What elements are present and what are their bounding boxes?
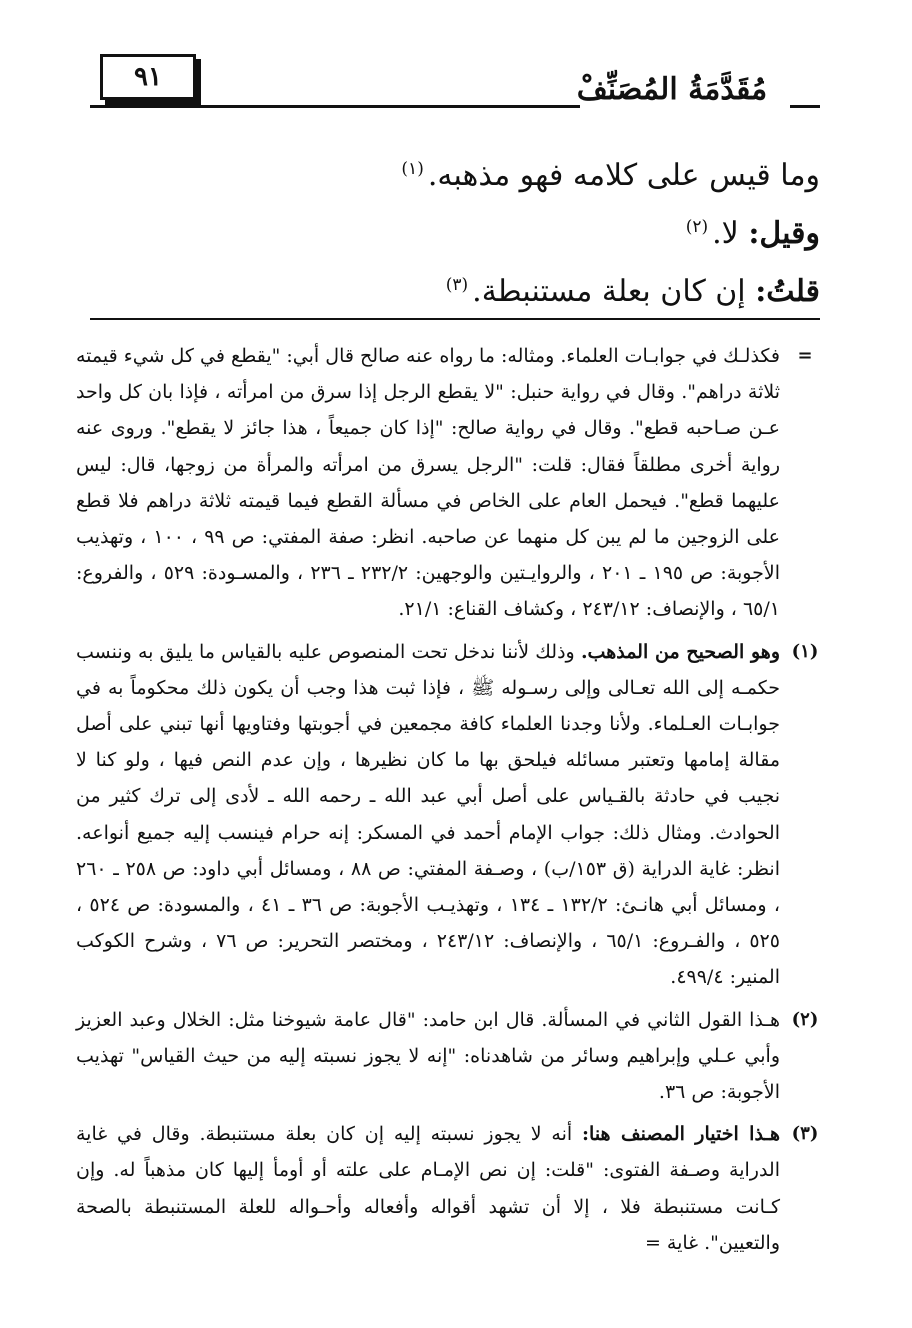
header-rule (90, 105, 580, 108)
page-number: ٩١ (134, 62, 162, 92)
footnote-body (72, 1002, 780, 1111)
main-line (100, 140, 820, 198)
main-line-lead: قلتُ: (755, 274, 820, 309)
footnote-body (72, 338, 780, 628)
footnotes (72, 338, 830, 1267)
main-text (100, 140, 820, 314)
footnote (72, 1116, 830, 1261)
footnote-text: هـذا القول الثاني في المسألة. قال ابن حامد: "قال عامة شيوخنا مثل: الخلال وعبد العزيز وأبي عـلي وإبراهيم وسائر من شاهدناه: "إنه لا يجوز نسبته إليه من حيث القياس" تهذيب الأجوبة: ص ٣٦. (76, 1008, 780, 1104)
footnote-reference: (٢) (685, 217, 709, 237)
footnote-marker: (٣) (791, 1123, 819, 1145)
footnote-text: فكذلـك في جوابـات العلماء. ومثاله: ما رواه عنه صالح قال أبي: "يقطع في كل شيء قيمته ثلاثة دراهم". وقال في رواية حنبل: "لا يقطع الرجل إذا سرق من امرأته ، فإذا بان كل واحد عـن صـاحبه قطع". وقال في رواية صالح: "إذا كان جميعاً ، هذا جائز لا يقطع". وروى عنه رواية أخرى مطلقاً فقال: قلت: "الرجل يسرق من امرأته والمرأة من زوجها، قال: ليس عليهما قطع". فيحمل العام على الخاص في مسألة القطع فيما قيمته ثلاثة دراهم فلا قطع على الزوجين ما لم يبن كل منهما عن صاحبه. انظر: صفة المفتي: ص ٩٩ ، ١٠٠ ، وتهذيب الأجوبة: ص ١٩٥ ـ ٢٠١ ، والروايـتين والوجهين: ٢٣٢/٢ ـ ٢٣٦ ، والمسـودة: ٥٢٩ ، والفروع: ٦٥/١ ، والإنصاف: ٢٤٣/١٢ ، وكشاف القناع: ٢١/١. (76, 345, 780, 621)
main-line-text: إن كان بعلة مستنبطة. (472, 274, 756, 309)
main-line-lead: وقيل: (748, 216, 820, 251)
footnote-reference: (٣) (445, 275, 469, 295)
footnote-marker: (٢) (791, 1008, 819, 1030)
footnote-marker: = (797, 345, 813, 366)
main-line-text: لا. (712, 216, 749, 251)
footnote-body (72, 1116, 780, 1261)
main-line-text: وما قيس على كلامه فهو مذهبه. (427, 158, 820, 193)
footnote (72, 634, 830, 996)
footnote-body (72, 634, 780, 996)
footnote-bold: هـذا اختيار المصنف هنا: (582, 1123, 781, 1146)
footnote (72, 338, 830, 628)
footnote-text: وذلك لأننا ندخل تحت المنصوص عليه بالقياس ما يليق به وننسب حكمـه إلى الله تعـالى وإلى رسـوله ﷺ ، فإذا ثبت هذا وجب أن يكون ذلك محكوماً به في جوابـات العـلماء. ولأنا وجدنا العلماء كافة مجمعين في أجوبتها وفتاويها أنها تبني على أصل مقالة إمامها وتعتبر مسائله فيلحق بها ما كان نظيرها ، وإن عدم النص فيها ، ولو كنا لا نجيب في حادثة بالقـياس على أصل أبي عبد الله ـ رحمه الله ـ لأدى إلى ترك كثير من الحوادث. ومثال ذلك: جواب الإمام أحمد في المسكر: إنه حرام فينسب إليه جميع أنواعه. انظر: غاية الدراية (ق ١٥٣/ب) ، وصـفة المفتي: ص ٨٨ ، ومسائل أبي داود: ص ٢٥٨ ـ ٢٦٠ ، ومسائل أبي هانـئ: ١٣٢/٢ ـ ١٣٤ ، وتهذيـب الأجوبة: ص ٣٦ ـ ٤١ ، والمسودة: ص ٥٢٤ ، ٥٢٥ ، والفـروع: ٦٥/١ ، والإنصاف: ٢٤٣/١٢ ، ومختصر التحرير: ص ٧٦ ، وشرح الكوكب المنير: ٤٩٩/٤. (76, 640, 780, 989)
footnote-separator (90, 318, 820, 320)
footnote (72, 1002, 830, 1111)
page-number-box (100, 54, 196, 100)
footnote-text: أنه لا يجوز نسبته إليه إن كان بعلة مستنبطة. وقال في غاية الدراية وصـفة الفتوى: "قلت: إن نص الإمـام على علته أو أومأ إليها كان مذهباً له. وإن كـانت مستنبطة فلا ، إلا أن تشهد أقواله وأفعاله وأحـواله للعلة المستنبطة بالصحة والتعيين". غاية = (76, 1123, 780, 1254)
footnote-marker: (١) (791, 640, 819, 662)
header-rule-right (790, 105, 820, 108)
main-line (100, 256, 820, 314)
footnote-reference: (١) (401, 159, 424, 179)
chapter-title: مُقَدَّمَةُ المُصَنِّفْ (576, 72, 768, 107)
main-line (100, 198, 820, 256)
footnote-bold: وهو الصحيح من المذهب. (580, 640, 780, 663)
